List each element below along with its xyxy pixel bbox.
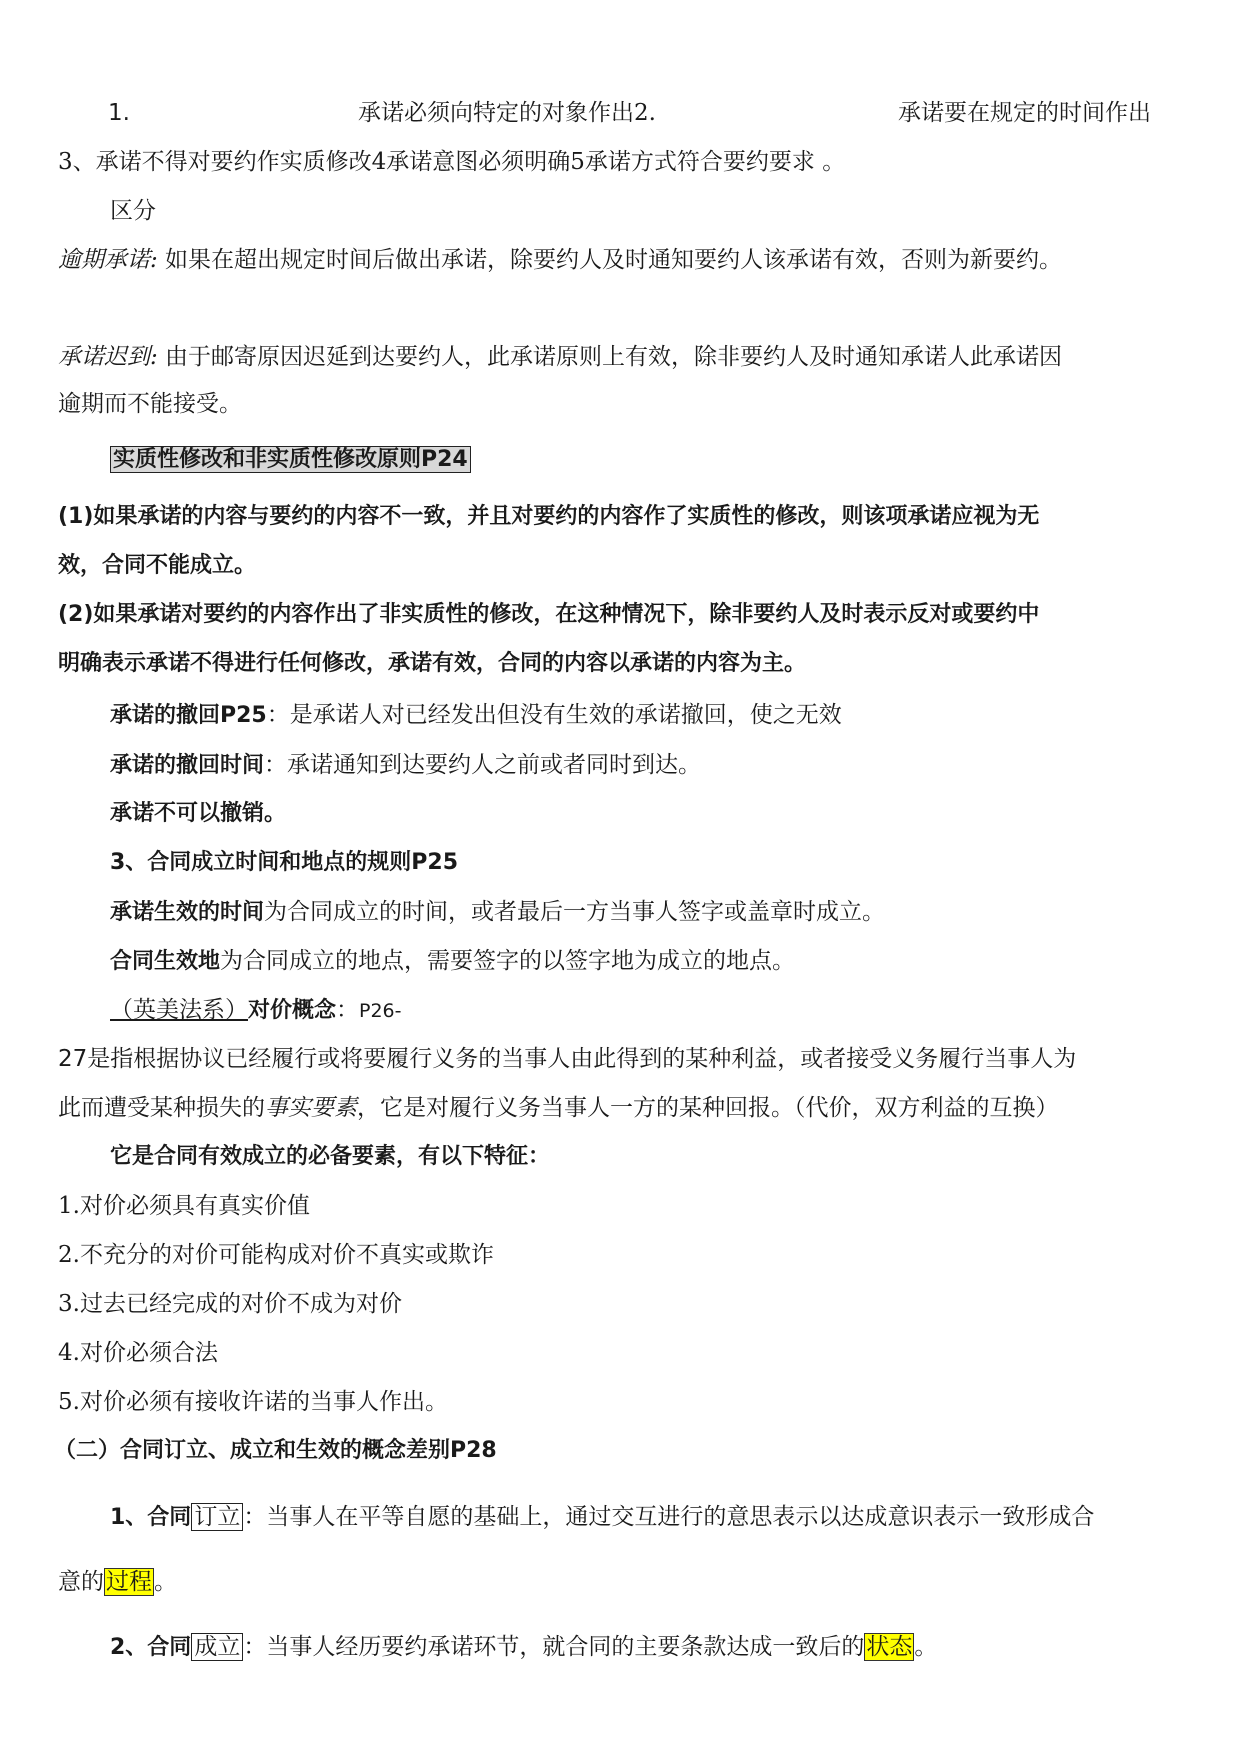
section-heading-3: 3、合同成立时间和地点的规则P25 bbox=[110, 850, 459, 875]
delayed-acceptance-line-2: 逾期而不能接受。 bbox=[58, 391, 242, 417]
term-late-acceptance: 逾期承诺: bbox=[58, 247, 158, 273]
no-revocation-line: 承诺不可以撤销。 bbox=[110, 801, 287, 826]
boxed-term-formation: 订立 bbox=[191, 1503, 243, 1531]
principle-1-line-2: 效，合同不能成立。 bbox=[58, 553, 257, 578]
consideration-heading: （英美法系）对价概念：P26- bbox=[110, 997, 402, 1023]
principle-2-line-2: 明确表示承诺不得进行任何修改，承诺有效，合同的内容以承诺的内容为主。 bbox=[58, 651, 807, 676]
feature-1: 1.对价必须具有真实价值 bbox=[58, 1193, 310, 1219]
establishment-line: 2、合同 成立 ：当事人经历要约承诺环节，就合同的主要条款达成一致后的状态。 bbox=[110, 1634, 938, 1660]
highlight-process: 过程 bbox=[106, 1569, 152, 1595]
section-heading-concepts: （二）合同订立、成立和生效的概念差别P28 bbox=[54, 1438, 497, 1463]
line-1-b: 承诺要在规定的时间作出 bbox=[898, 100, 1151, 126]
feature-3: 3.过去已经完成的对价不成为对价 bbox=[58, 1291, 402, 1317]
line-distinguish: 区分 bbox=[110, 198, 156, 224]
list-number: 1. bbox=[108, 100, 130, 126]
late-acceptance-line: 逾期承诺: 如果在超出规定时间后做出承诺，除要约人及时通知要约人该承诺有效，否则为新要约。 bbox=[58, 247, 1063, 273]
principle-2-line-1: (2)如果承诺对要约的内容作出了非实质性的修改，在这种情况下，除非要约人及时表示反对或要约中 bbox=[58, 602, 1040, 627]
line-2: 3、承诺不得对要约作实质修改4承诺意图必须明确5承诺方式符合要约要求 。 bbox=[58, 149, 846, 175]
withdrawal-time-line: 承诺的撤回时间：承诺通知到达要约人之前或者同时到达。 bbox=[110, 752, 702, 778]
feature-5: 5.对价必须有接收许诺的当事人作出。 bbox=[58, 1389, 448, 1415]
consideration-features-intro: 它是合同有效成立的必备要素，有以下特征： bbox=[110, 1144, 551, 1169]
feature-2: 2.不充分的对价可能构成对价不真实或欺诈 bbox=[58, 1242, 494, 1268]
effective-time-line: 承诺生效的时间为合同成立的时间，或者最后一方当事人签字或盖章时成立。 bbox=[110, 899, 886, 925]
withdrawal-line: 承诺的撤回P25：是承诺人对已经发出但没有生效的承诺撤回，使之无效 bbox=[110, 702, 842, 728]
boxed-term-establishment: 成立 bbox=[191, 1633, 243, 1661]
feature-4: 4.对价必须合法 bbox=[58, 1340, 218, 1366]
section-heading-modification: 实质性修改和非实质性修改原则P24 bbox=[110, 443, 1240, 477]
principle-1-line-1: (1)如果承诺的内容与要约的内容不一致，并且对要约的内容作了实质性的修改，则该项承诺应视为无 bbox=[58, 504, 1040, 529]
highlight-state: 状态 bbox=[866, 1634, 913, 1660]
delayed-acceptance-line: 承诺迟到: 由于邮寄原因迟延到达要约人，此承诺原则上有效，除非要约人及时通知承诺人此承诺因 bbox=[58, 344, 1063, 370]
term-delayed-acceptance: 承诺迟到: bbox=[58, 344, 158, 370]
line-1-a: 承诺必须向特定的对象作出2. bbox=[358, 100, 656, 126]
consideration-line-2: 此而遭受某种损失的事实要素，它是对履行义务当事人一方的某种回报。（代价，双方利益的互换） bbox=[58, 1095, 1059, 1121]
formation-line-2: 意的过程。 bbox=[58, 1569, 177, 1595]
consideration-line-1: 27是指根据协议已经履行或将要履行义务的当事人由此得到的某种利益，或者接受义务履行当事人为 bbox=[58, 1046, 1077, 1072]
formation-line-1: 1、合同 订立 ：当事人在平等自愿的基础上，通过交互进行的意思表示以达成意识表示一致形成合 bbox=[110, 1504, 1095, 1530]
effective-place-line: 合同生效地为合同成立的地点，需要签字的以签字地为成立的地点。 bbox=[110, 948, 796, 974]
